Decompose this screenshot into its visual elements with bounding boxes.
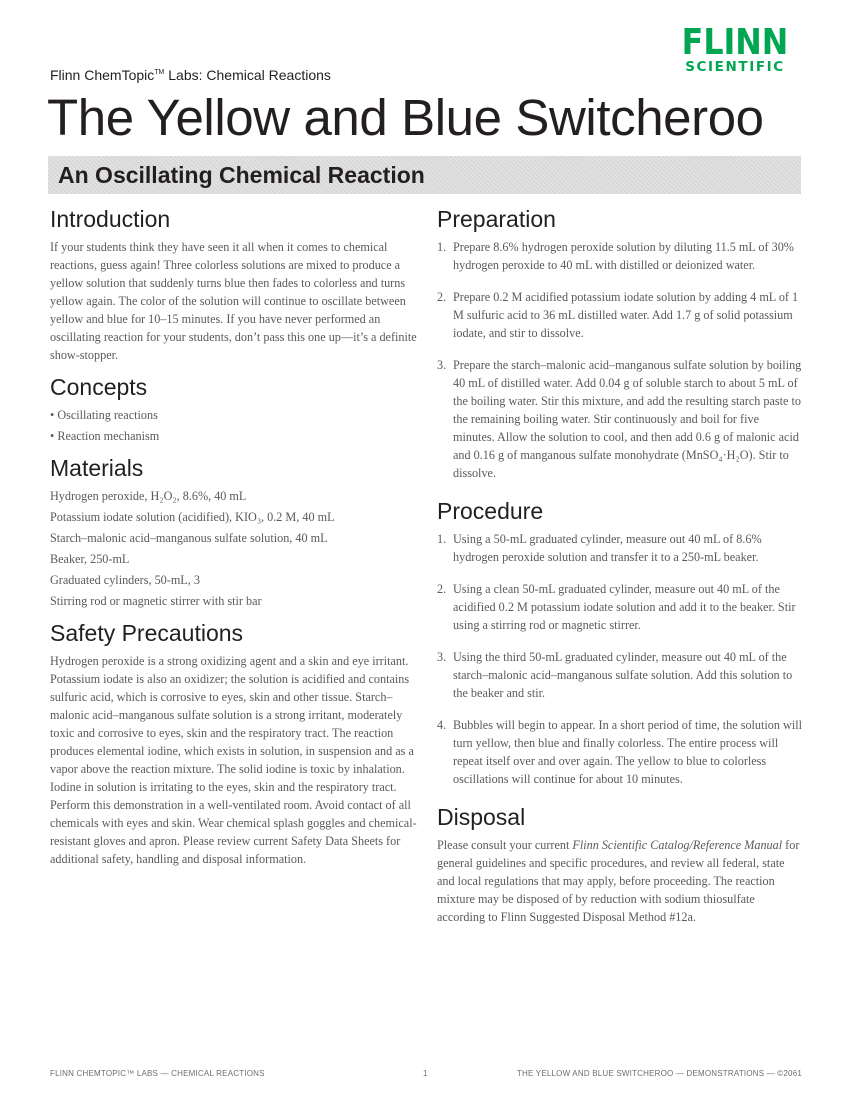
- step-text: Prepare 0.2 M acidified potassium iodate solution by adding 4 mL of 1 M sulfuric acid to 36 mL distilled water. Add 1.7 g of solid potassium iodate, and stir to dissolve.: [453, 290, 799, 340]
- preparation-step: [437, 238, 802, 274]
- procedure-section: [437, 496, 802, 788]
- step-text: Prepare the starch–malonic acid–manganous sulfate solution by boiling 40 mL of distilled water. Add 0.04 g of soluble starch to about 5 mL of the boiling water. Stir this mixture, and add the resulting starch paste to the remaining boiling water. Stir continuously and boil for five minutes. Allow the solution to cool, and then add 0.6 g of malonic acid and 0.16 g of manganous sulfate monohydrate (MnSO₄·H₂O). Stir to dissolve.: [453, 358, 802, 480]
- subtitle-banner: [48, 156, 801, 194]
- page-title: The Yellow and Blue Switcheroo: [47, 89, 764, 146]
- concept-item: • Reaction mechanism: [50, 429, 160, 443]
- safety-heading: Safety Precautions: [50, 620, 244, 646]
- preparation-section: [437, 204, 802, 482]
- procedure-heading: Procedure: [437, 498, 544, 524]
- trademark-mark: TM: [154, 69, 165, 76]
- disposal-section: [437, 802, 802, 926]
- procedure-step: [437, 716, 802, 788]
- step-text: Using a 50-mL graduated cylinder, measure out 40 mL of 8.6% hydrogen peroxide solution and transfer it to a 250-mL beaker.: [453, 532, 762, 564]
- step-text: Using a clean 50-mL graduated cylinder, measure out 40 mL of the acidified 0.2 M potassium iodate solution and add it to the beaker. Stir using a stirring rod or magnetic stirrer.: [453, 582, 796, 632]
- disposal-text-after: for general guidelines and specific procedures, and review all federal, state and local regulations that may apply, before proceeding. The reaction mixture may be disposed of by reduction with sodium thiosulfate according to Flinn Suggested Disposal Method #12a.: [437, 838, 800, 924]
- material-item: Potassium iodate solution (acidified), KIO₃, 0.2 M, 40 mL: [50, 510, 335, 524]
- footer-left-text: FLINN CHEMTOPIC™ LABS — CHEMICAL REACTIONS: [50, 1069, 265, 1078]
- material-item: Beaker, 250-mL: [50, 552, 130, 566]
- disposal-heading: Disposal: [437, 804, 526, 830]
- step-number: 2.: [437, 290, 447, 304]
- safety-section: [50, 618, 420, 868]
- introduction-heading: Introduction: [50, 206, 171, 232]
- step-number: 2.: [437, 582, 447, 596]
- step-number: 3.: [437, 358, 447, 372]
- materials-heading: Materials: [50, 455, 144, 481]
- concept-item: • Oscillating reactions: [50, 408, 158, 422]
- preparation-step: [437, 288, 802, 342]
- page-number: 1: [423, 1069, 428, 1078]
- safety-text: Hydrogen peroxide is a strong oxidizing agent and a skin and eye irritant. Potassium iodate is also an oxidizer; the solution is acidified and contains sulfuric acid, which is corrosive to eyes, skin and other tissue. Starch–malonic acid–manganous sulfate solution is a strong irritant, moderately toxic and corrosive to eyes, skin and the respiratory tract. The reaction produces elemental iodine, which exists in solution, in suspension and as a vapor above the reaction mixture. The solid iodine is toxic by inhalation. Iodine in solution is irritating to the eyes, skin and the respiratory tract. Perform this demonstration in a well-ventilated room. Avoid contact of all chemicals with eyes and skin. Wear chemical splash goggles and chemical-resistant gloves and apron. Please review current Safety Data Sheets for additional safety, handling and disposal information.: [50, 654, 417, 866]
- material-item: Graduated cylinders, 50-mL, 3: [50, 573, 200, 587]
- step-number: 1.: [437, 532, 447, 546]
- step-text: Bubbles will begin to appear. In a short period of time, the solution will turn yellow, then blue and finally colorless. The entire process will repeat itself over and over again. The yellow to blue to colorless oscillations will continue for about 10 minutes.: [453, 718, 802, 786]
- material-item: Starch–malonic acid–manganous sulfate solution, 40 mL: [50, 531, 328, 545]
- material-item: Hydrogen peroxide, H₂O₂, 8.6%, 40 mL: [50, 489, 247, 503]
- disposal-text-before: Please consult your current: [437, 838, 573, 852]
- preparation-heading: Preparation: [437, 206, 556, 232]
- step-text: Using the third 50-mL graduated cylinder, measure out 40 mL of the starch–malonic acid–manganous sulfate solution. Add this solution to the beaker and stir.: [453, 650, 793, 700]
- step-number: 1.: [437, 240, 447, 254]
- series-prefix: Flinn ChemTopic: [50, 67, 155, 83]
- catalog-title: Flinn Scientific Catalog/Reference Manual: [572, 838, 783, 852]
- concepts-heading: Concepts: [50, 374, 148, 400]
- series-label: [50, 67, 331, 83]
- preparation-steps: [437, 238, 802, 482]
- procedure-steps: [437, 530, 802, 788]
- step-text: Prepare 8.6% hydrogen peroxide solution by diluting 11.5 mL of 30% hydrogen peroxide to 40 mL with distilled or deionized water.: [453, 240, 794, 272]
- procedure-step: [437, 580, 802, 634]
- preparation-step: [437, 356, 802, 482]
- step-number: 3.: [437, 650, 447, 664]
- material-item: Stirring rod or magnetic stirrer with stir bar: [50, 594, 262, 608]
- introduction-text: If your students think they have seen it all when it comes to chemical reactions, guess again! Three colorless solutions are mixed to produce a yellow solution that suddenly turns blue then fades to colorless and turns yellow again. The color of the solution will continue to oscillate between yellow and blue for 10–15 minutes. If you have never performed an oscillating reaction for your students, don’t pass this one up—it’s a definite show-stopper.: [50, 240, 417, 362]
- left-column: [50, 204, 420, 876]
- disposal-text: [437, 836, 802, 926]
- materials-section: [50, 453, 420, 610]
- flinn-scientific-logo: [668, 22, 802, 75]
- logo-main-text: FLINN: [681, 22, 789, 63]
- page-subtitle: An Oscillating Chemical Reaction: [58, 162, 425, 188]
- introduction-section: [50, 204, 420, 364]
- procedure-step: [437, 648, 802, 702]
- logo-sub-text: SCIENTIFIC: [685, 59, 785, 75]
- step-number: 4.: [437, 718, 447, 732]
- procedure-step: [437, 530, 802, 566]
- footer-right-text: THE YELLOW AND BLUE SWITCHEROO — DEMONSTRATIONS — ©2061: [516, 1069, 802, 1078]
- series-suffix: Labs: Chemical Reactions: [164, 67, 331, 83]
- concepts-section: [50, 372, 420, 445]
- right-column: [437, 204, 802, 934]
